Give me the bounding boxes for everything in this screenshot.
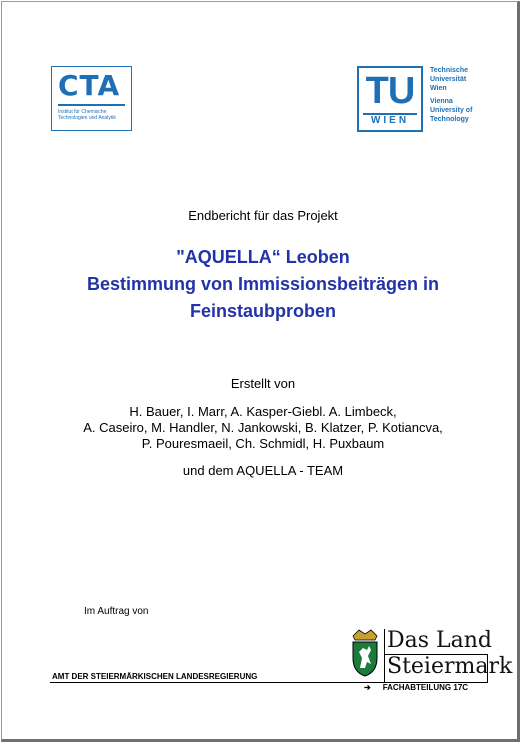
- tu-name-en-1: Vienna: [430, 98, 453, 105]
- tu-name-de-3: Wien: [430, 85, 447, 92]
- tu-name-de-1: Technische: [430, 67, 468, 74]
- cta-logo: [51, 66, 132, 131]
- tu-wien-logo: [357, 66, 423, 132]
- authority-name: AMT DER STEIERMÄRKISCHEN LANDESREGIERUNG: [52, 672, 258, 681]
- author-line-2: A. Caseiro, M. Handler, N. Jankowski, B. Klatzer, P. Kotiancva,: [83, 420, 443, 435]
- steiermark-line-2: Steiermark: [387, 654, 513, 679]
- tu-logo-letters: TU: [365, 70, 415, 112]
- report-subtitle: Endbericht für das Projekt: [188, 208, 338, 223]
- team-line: und dem AQUELLA - TEAM: [182, 463, 344, 478]
- department-name: FACHABTEILUNG 17C: [382, 683, 469, 692]
- steiermark-crest-icon: [349, 628, 381, 678]
- title-line-1: "AQUELLA“ Leoben: [176, 247, 350, 267]
- cta-logo-subtitle: Institut für Chemische Technologien und Analytik: [58, 109, 116, 121]
- author-line-1: H. Bauer, I. Marr, A. Kasper-Giebl. A. Limbeck,: [129, 404, 397, 419]
- author-list: [0, 404, 526, 452]
- arrow-icon: ➔: [364, 683, 371, 692]
- steiermark-line-1: Das Land: [387, 628, 493, 653]
- commissioned-by-label: Im Auftrag von: [84, 606, 149, 617]
- department-line: [364, 683, 468, 692]
- title-line-3: Feinstaubproben: [189, 301, 336, 321]
- tu-name-en-2: University of: [430, 107, 473, 114]
- author-line-3: P. Pouresmaeil, Ch. Schmidl, H. Puxbaum: [141, 436, 385, 451]
- tu-name-en-3: Technology: [430, 116, 469, 123]
- tu-university-name: [430, 66, 520, 124]
- tu-logo-city: WIEN: [370, 115, 410, 126]
- cta-logo-mark: CTA: [58, 69, 121, 102]
- title-line-2: Bestimmung von Immissionsbeiträgen in: [86, 274, 440, 294]
- created-by-label: Erstellt von: [230, 376, 296, 391]
- steiermark-logo-text: [387, 628, 512, 680]
- cta-logo-rule: [58, 104, 125, 106]
- tu-name-de-2: Universität: [430, 76, 467, 83]
